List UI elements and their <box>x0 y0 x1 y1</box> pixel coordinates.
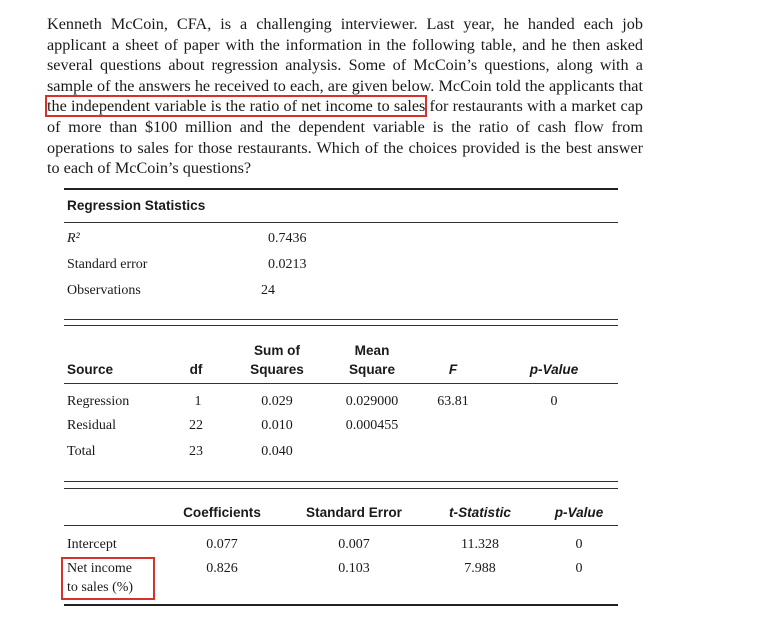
stat-label-standard-error: Standard error <box>67 257 148 272</box>
anova-header-f: F <box>448 362 458 377</box>
anova-header-source: Source <box>67 362 114 377</box>
regression-statistics-title: Regression Statistics <box>67 198 206 213</box>
anova-row-residual-ms: 0.000455 <box>345 418 399 433</box>
coef-header-standard-error: Standard Error <box>306 505 402 520</box>
question-intro <box>47 14 643 179</box>
anova-row-regression-f: 63.81 <box>437 394 469 409</box>
coef-row-intercept-coef: 0.077 <box>206 537 238 552</box>
anova-row-regression-p: 0 <box>550 394 558 409</box>
anova-header-rule <box>64 383 618 384</box>
coef-row-netincome-label-line1: Net income <box>67 561 132 576</box>
coef-row-intercept-se: 0.007 <box>338 537 370 552</box>
coef-row-netincome-label-line2: to sales (%) <box>67 580 134 595</box>
anova-header-df: df <box>189 362 203 377</box>
anova-row-total-ss: 0.040 <box>261 444 293 459</box>
intro-text-before: Kenneth McCoin, CFA, is a challenging interviewer. Last year, he handed each job applicant a sheet of paper with the information in the following table, and he then asked several questions about regression analysis. Some of McCoin’s questions, along with a sample of the answers he received to each, are given below. McCoin told the applicants that <box>47 15 643 95</box>
stat-value-r2: 0.7436 <box>268 231 307 246</box>
coef-row-netincome-t: 7.988 <box>464 561 496 576</box>
table-bottom-rule <box>64 604 618 606</box>
stat-label-r2: R² <box>67 231 80 246</box>
coef-row-netincome-se: 0.103 <box>338 561 370 576</box>
stats-bottom-rule <box>64 319 618 320</box>
anova-header-mean-square <box>349 341 395 379</box>
highlighted-phrase: the independent variable is the ratio of net income to sales <box>47 97 426 116</box>
anova-row-regression-ss: 0.029 <box>261 394 293 409</box>
stat-value-standard-error: 0.0213 <box>268 257 307 272</box>
coef-row-netincome-coef: 0.826 <box>206 561 238 576</box>
stat-label-observations: Observations <box>67 283 141 298</box>
intro-text-after: for restaurants with a market cap of more than $100 million and the dependent variable is the ratio of cash flow from operations to sales for those restaurants. Which of the choices provided is the best answer to each of McCoin’s questions? <box>47 97 643 178</box>
coef-row-netincome-p: 0 <box>575 561 583 576</box>
stats-header-rule <box>64 222 618 223</box>
anova-row-residual-df: 22 <box>189 418 203 433</box>
coef-top-rule <box>64 488 618 489</box>
coef-row-intercept-t: 11.328 <box>461 537 499 552</box>
anova-row-regression-ms: 0.029000 <box>345 394 399 409</box>
anova-header-sum-of-squares <box>250 341 304 379</box>
anova-header-pvalue-text: p-Value <box>529 362 579 377</box>
anova-row-regression-source: Regression <box>67 394 130 409</box>
coef-header-coefficients: Coefficients <box>183 505 261 520</box>
anova-row-total-source: Total <box>67 444 96 459</box>
stat-value-observations: 24 <box>261 283 275 298</box>
coef-header-pvalue: p-Value <box>554 505 604 520</box>
anova-row-total-df: 23 <box>189 444 203 459</box>
coef-header-rule <box>64 525 618 526</box>
coef-row-intercept-p: 0 <box>575 537 583 552</box>
anova-header-ms-line1: Mean <box>354 343 390 358</box>
table-top-rule <box>64 188 618 190</box>
coef-header-t-statistic: t-Statistic <box>449 505 511 520</box>
anova-header-ms-line2: Square <box>348 362 396 377</box>
coef-row-intercept-label: Intercept <box>67 537 117 552</box>
anova-row-regression-df: 1 <box>194 394 202 409</box>
anova-header-ss-line1: Sum of <box>253 343 301 358</box>
anova-header-pvalue <box>530 360 579 379</box>
anova-header-ss-line2: Squares <box>250 362 304 377</box>
anova-top-rule <box>64 325 618 326</box>
anova-bottom-rule <box>64 481 618 482</box>
anova-row-residual-ss: 0.010 <box>261 418 293 433</box>
anova-row-residual-source: Residual <box>67 418 116 433</box>
